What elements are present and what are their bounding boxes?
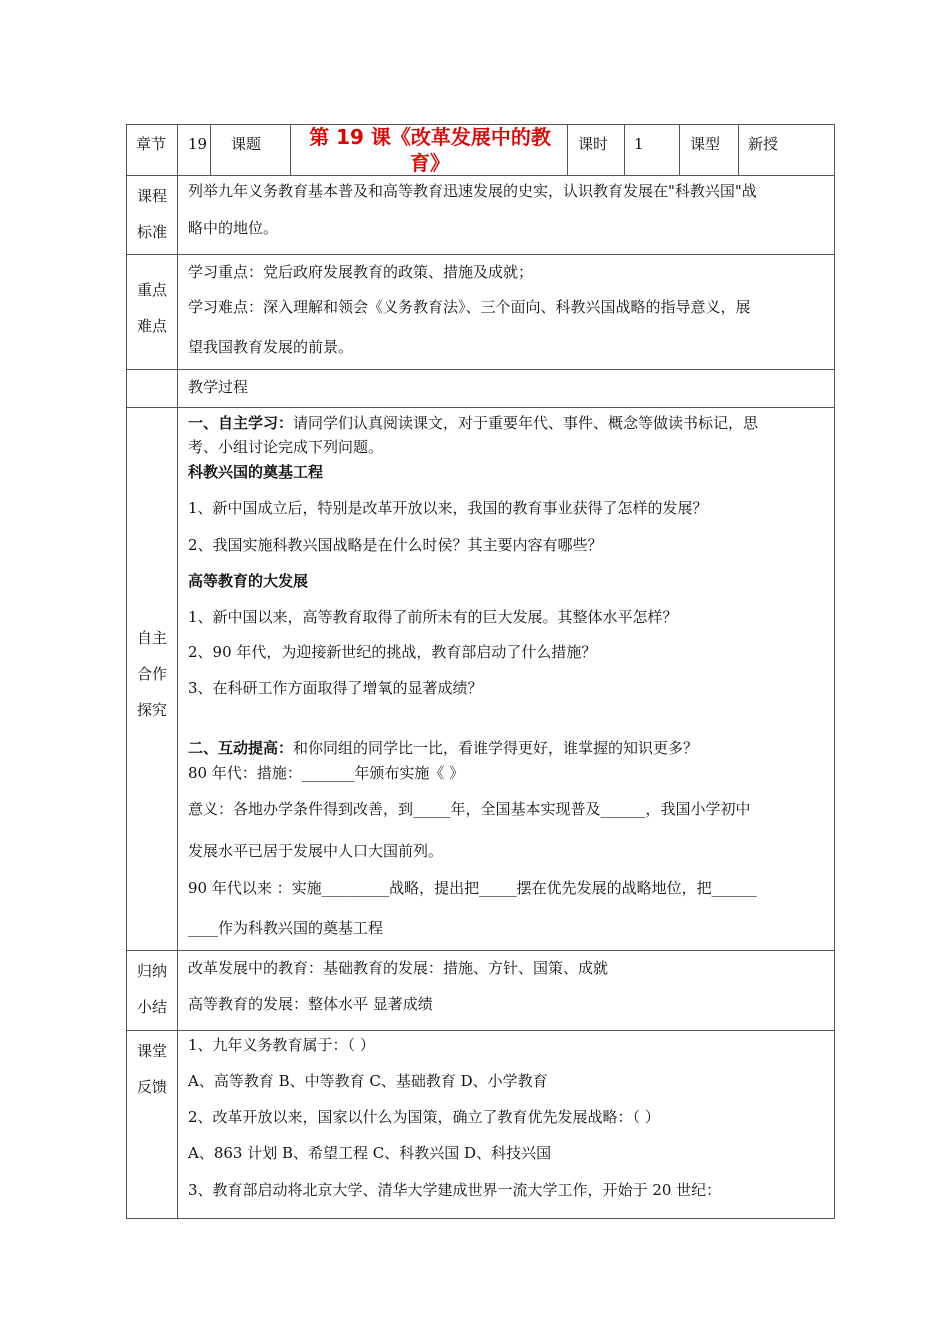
feedback-options-1: A、高等教育 B、中等教育 C、基础教育 D、小学教育 — [188, 1072, 548, 1090]
col-line — [177, 124, 178, 1219]
feedback-label-2: 反馈 — [136, 1078, 167, 1096]
section1-title: 科教兴国的奠基工程 — [188, 463, 324, 481]
explore-label — [127, 620, 177, 728]
summary-label-1: 归纳 — [136, 962, 167, 980]
feedback-options-2: A、863 计划 B、希望工程 C、科教兴国 D、科技兴国 — [188, 1144, 552, 1162]
hours-label: 课时 — [578, 135, 609, 153]
lesson-title — [290, 124, 570, 176]
chapter-label: 章节 — [136, 135, 167, 153]
col-line — [834, 124, 835, 1219]
col-line — [210, 124, 211, 175]
question-2-3: 3、在科研工作方面取得了增氧的显著成绩？ — [188, 679, 483, 697]
topic-label: 课题 — [231, 135, 262, 153]
interact-line — [188, 738, 698, 758]
explore-label-2: 合作 — [136, 665, 167, 683]
standard-label — [127, 178, 177, 250]
process-title: 教学过程 — [188, 378, 249, 396]
summary-line-2: 高等教育的发展：整体水平 显著成绩 — [188, 995, 433, 1013]
fill-line-2: 意义：各地办学条件得到改善，到_____年，全国基本实现普及______，我国小学初中 — [188, 800, 751, 818]
question-1-2: 2、我国实施科教兴国战略是在什么时侯？其主要内容有哪些？ — [188, 536, 603, 554]
standard-label-2: 标准 — [136, 223, 167, 241]
standard-text-2: 略中的地位。 — [188, 219, 279, 237]
col-line — [624, 124, 625, 175]
feedback-question-2: 2、改革开放以来，国家以什么为国策，确立了教育优先发展战略：（ ） — [188, 1108, 660, 1126]
focus-text: 学习重点：党后政府发展教育的政策、措施及成就； — [188, 263, 534, 281]
question-1-1: 1、新中国成立后，特别是改革开放以来，我国的教育事业获得了怎样的发展？ — [188, 499, 708, 517]
difficulty-text-1: 学习难点：深入理解和领会《义务教育法》、三个面向、科教兴国战略的指导意义，展 — [188, 298, 751, 316]
type-label: 课型 — [690, 135, 721, 153]
standard-text-1: 列举九年义务教育基本普及和高等教育迅速发展的史实，认识教育发展在"科教兴国"战 — [188, 182, 757, 200]
type-value: 新授 — [748, 135, 779, 153]
chapter-value: 19 — [188, 135, 208, 153]
standard-label-1: 课程 — [136, 187, 167, 205]
explore-label-1: 自主 — [136, 629, 167, 647]
difficulty-text-2: 望我国教育发展的前景。 — [188, 338, 354, 356]
keypoints-label-1: 重点 — [136, 281, 167, 299]
interact-heading: 二、互动提高： — [188, 739, 294, 757]
keypoints-label — [127, 272, 177, 344]
summary-label-2: 小结 — [136, 998, 167, 1016]
row-line — [126, 369, 834, 370]
keypoints-label-2: 难点 — [136, 317, 167, 335]
col-line — [679, 124, 680, 175]
self-study-text-2: 考、小组讨论完成下列问题。 — [188, 438, 384, 456]
interact-text: 和你同组的同学比一比，看谁学得更好，谁掌握的知识更多？ — [293, 739, 699, 757]
question-2-2: 2、90 年代，为迎接新世纪的挑战，教育部启动了什么措施？ — [188, 643, 597, 661]
row-line — [126, 254, 834, 255]
feedback-label — [127, 1033, 177, 1105]
col-line — [738, 124, 739, 175]
fill-line-1: 80 年代：措施：_______年颁布实施《 》 — [188, 764, 465, 782]
summary-line-1: 改革发展中的教育：基础教育的发展：措施、方针、国策、成就 — [188, 959, 609, 977]
self-study-heading: 一、自主学习： — [188, 414, 294, 432]
fill-line-5: ____作为科教兴国的奠基工程 — [188, 919, 384, 937]
row-line — [126, 1030, 834, 1031]
lesson-title-line1: 第 19 课《改革发展中的教 — [309, 125, 551, 149]
question-2-1: 1、新中国以来，高等教育取得了前所未有的巨大发展。其整体水平怎样？ — [188, 608, 678, 626]
row-line — [126, 407, 834, 408]
feedback-label-1: 课堂 — [136, 1042, 167, 1060]
explore-label-3: 探究 — [136, 701, 167, 719]
hours-value: 1 — [634, 135, 644, 153]
feedback-question-1: 1、九年义务教育属于：（ ） — [188, 1036, 375, 1054]
fill-line-3: 发展水平已居于发展中人口大国前列。 — [188, 842, 444, 860]
feedback-question-3: 3、教育部启动将北京大学、清华大学建成世界一流大学工作，开始于 20 世纪： — [188, 1181, 722, 1199]
row-line — [126, 950, 834, 951]
summary-label — [127, 953, 177, 1025]
self-study-line-1 — [188, 413, 758, 433]
fill-line-4: 90 年代以来 ：实施_________战略，提出把_____摆在优先发展的战略地位，把______ — [188, 879, 757, 897]
self-study-text-1: 请同学们认真阅读课文，对于重要年代、事件、概念等做读书标记，思 — [293, 414, 759, 432]
lesson-title-line2: 育》 — [410, 151, 450, 175]
section2-title: 高等教育的大发展 — [188, 572, 309, 590]
row-line — [126, 1218, 834, 1219]
